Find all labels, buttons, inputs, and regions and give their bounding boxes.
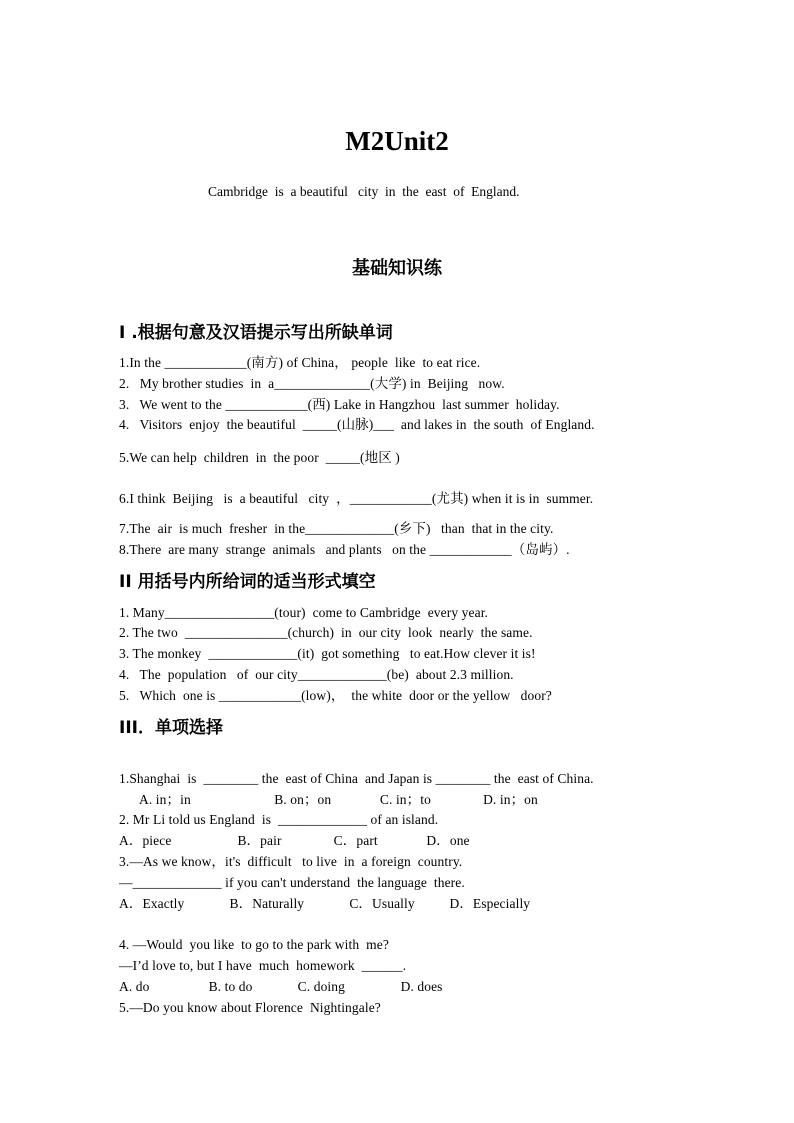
question-line: 2. Mr Li told us England is _____________ of an island. [119,812,439,827]
option-line: A．piece B．pair C．part D．one [119,833,470,848]
question-line: —I’d love to, but I have much homework ______. [119,958,407,973]
question-line: 1. Many________________(tour) come to Cambridge every year. [119,605,489,620]
question-line: 4. The population of our city_____________(be) about 2.3 million. [119,667,514,682]
question-line: 5.We can help children in the poor _____(地区 ) [119,450,400,465]
question-line: 3. The monkey _____________(it) got something to eat.How clever it is! [119,646,536,661]
subtitle: Cambridge is a beautiful city in the east of England. [208,184,520,199]
question-line: 2. My brother studies in a______________(大学) in Beijing now. [119,376,505,391]
question-line: 2. The two _______________(church) in our city look nearly the same. [119,625,533,640]
question-line: 8.There are many strange animals and plants on the ____________（岛屿）. [119,542,570,557]
option-line: A. in；in B. on；on C. in；to D. in；on [139,792,538,807]
practice-heading: 基础知识练 [352,258,442,279]
section-1-heading: I .根据句意及汉语提示写出所缺单词 [119,323,393,343]
question-line: 4. Visitors enjoy the beautiful _____(山脉)___ and lakes in the south of England. [119,417,595,432]
question-line: 6.I think Beijing is a beautiful city ，____________(尤其) when it is in summer. [119,491,594,506]
option-line: A. do B. to do C. doing D. does [119,979,443,994]
question-line: 1.Shanghai is ________ the east of China and Japan is ________ the east of China. [119,771,594,786]
question-line: 1.In the ____________(南方) of China， people like to eat rice. [119,355,481,370]
question-line: 5. Which one is ____________(low)， the white door or the yellow door? [119,688,552,703]
question-line: 4. —Would you like to go to the park with me? [119,937,389,952]
page-title: M2Unit2 [345,126,449,156]
question-line: —_____________ if you can't understand the language there. [119,875,465,890]
option-line: A．Exactly B．Naturally C．Usually D．Especially [119,896,531,911]
section-3-heading: III．单项选择 [119,718,223,738]
section-2-heading: II 用括号内所给词的适当形式填空 [119,572,376,592]
question-line: 3.—As we know，it's difficult to live in a foreign country. [119,854,463,869]
question-line: 5.—Do you know about Florence Nightingale? [119,1000,381,1015]
question-line: 3. We went to the ____________(西) Lake in Hangzhou last summer holiday. [119,397,560,412]
question-line: 7.The air is much fresher in the_____________(乡下) than that in the city. [119,521,554,536]
